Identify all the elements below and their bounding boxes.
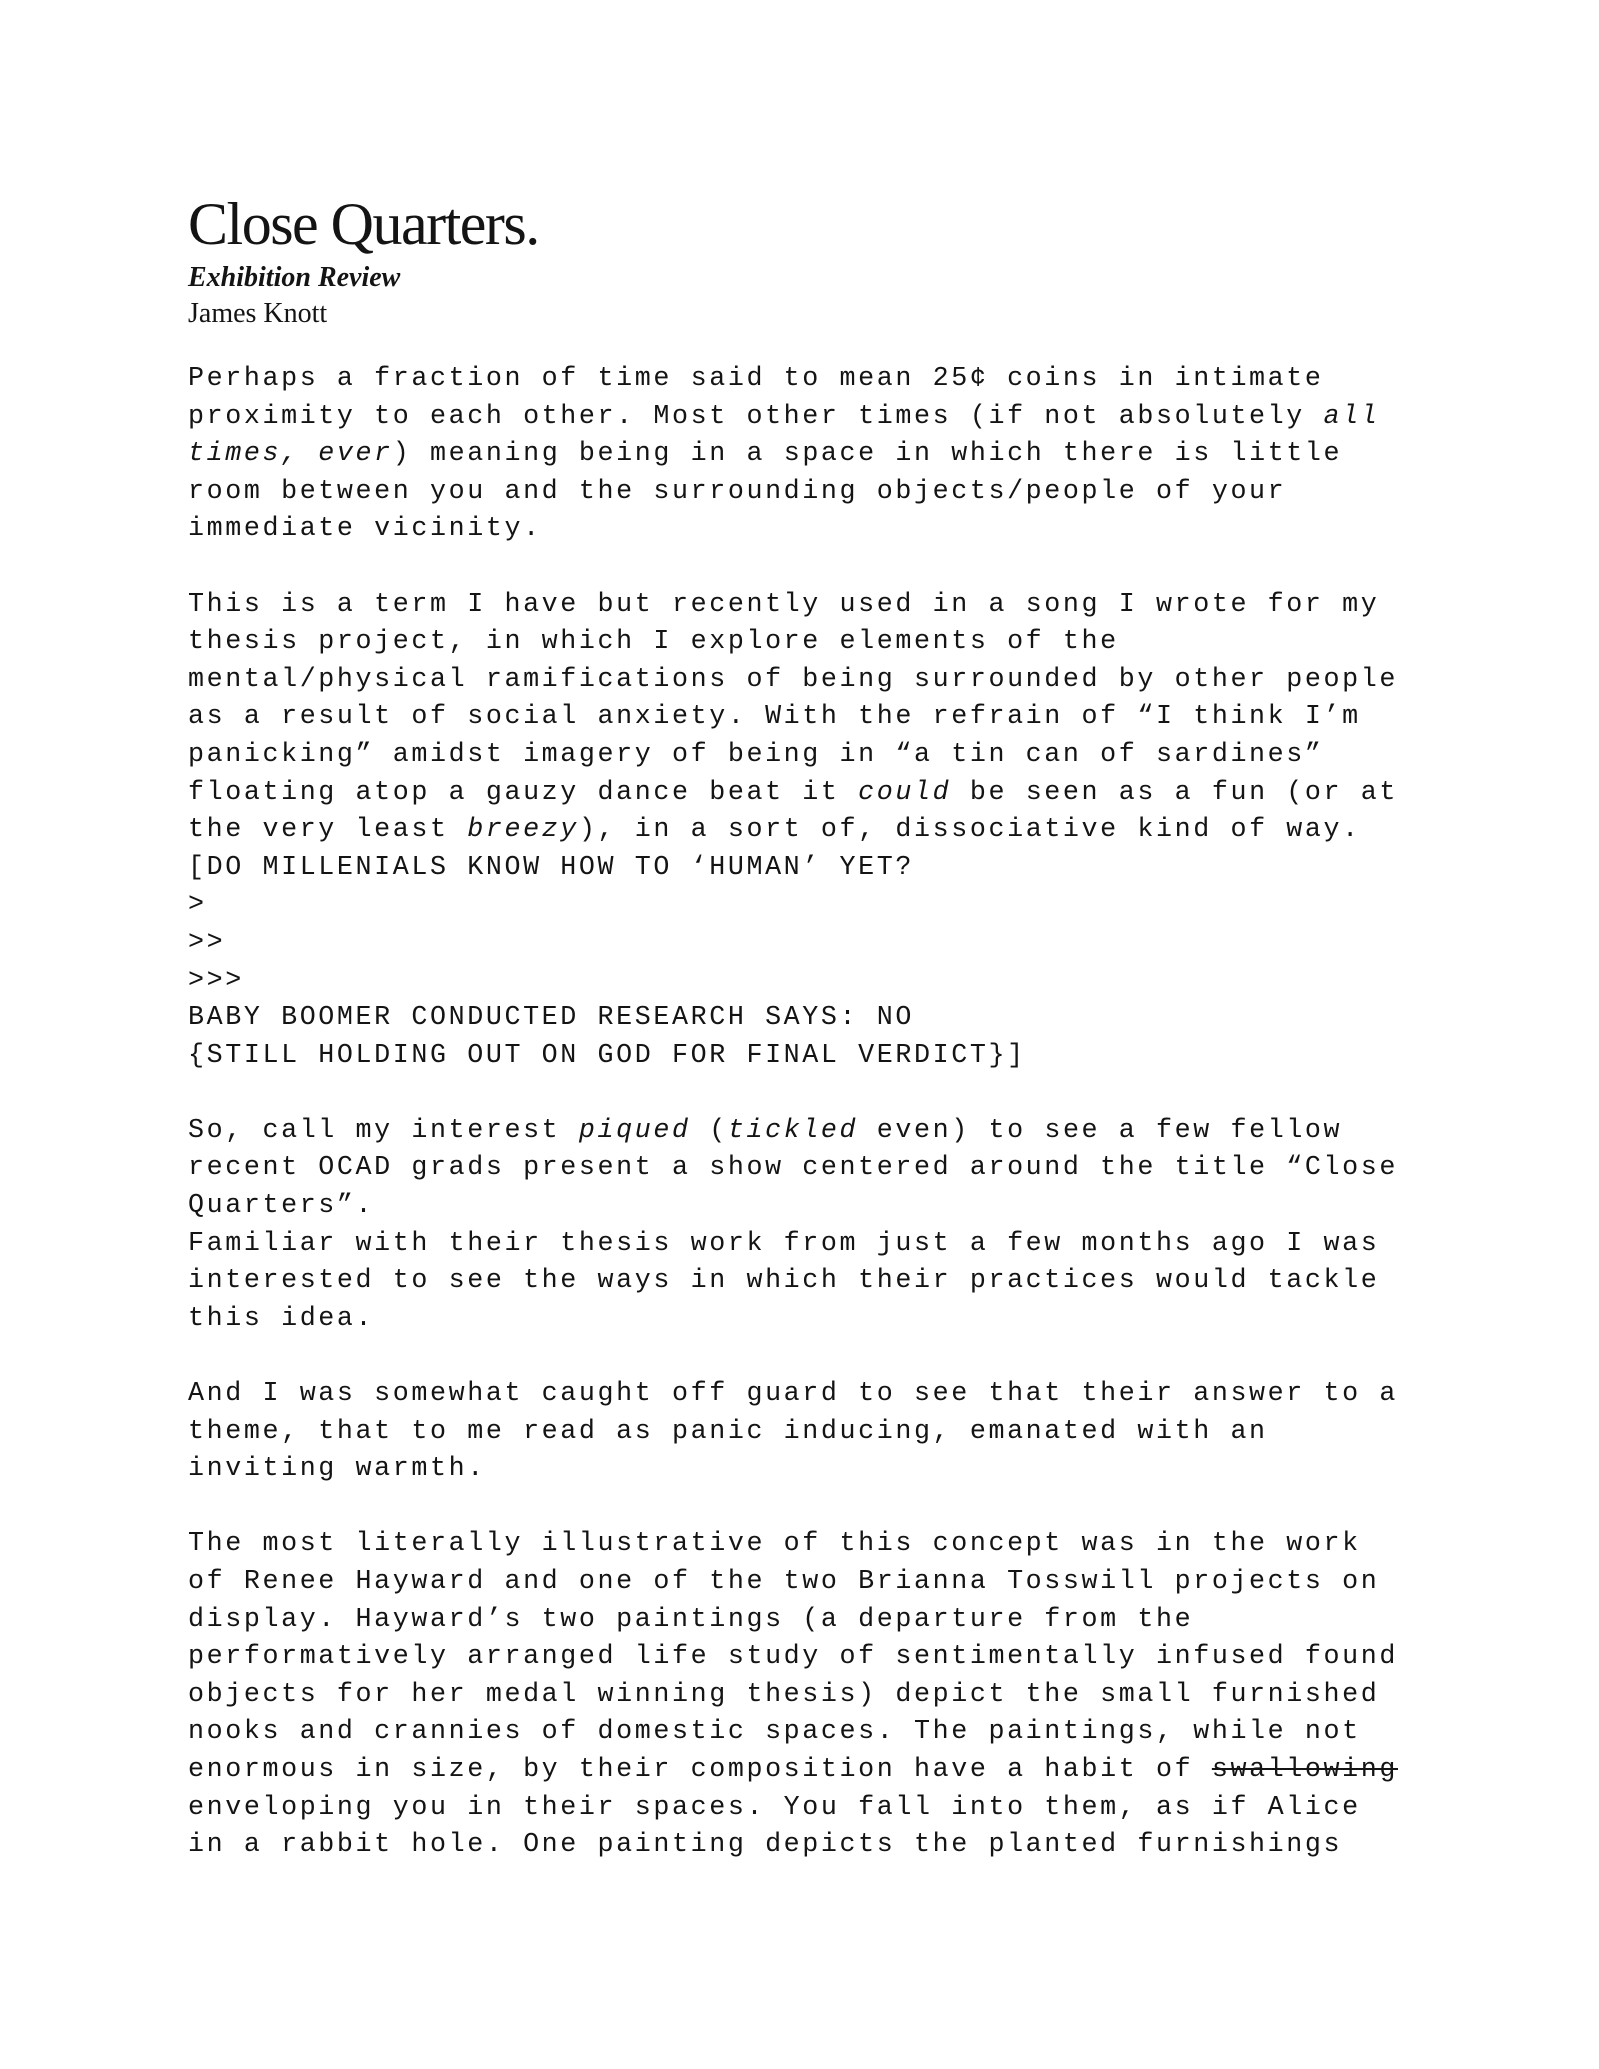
text-line [188, 624, 1398, 662]
text-line [188, 1113, 1398, 1151]
article-title: Close Quarters. [188, 191, 539, 257]
body-paragraph [188, 1113, 1398, 1339]
text-run: panicking” amidst imagery of being in “a tin can of sardines” [188, 739, 1324, 770]
text-line [188, 511, 1398, 549]
emphasis-text: piqued [578, 1115, 691, 1146]
review-page [188, 188, 1428, 1861]
text-run: The most literally illustrative of this concept was in the work [188, 1529, 1361, 1560]
text-run: in a rabbit hole. One painting depicts the planted furnishings [188, 1830, 1343, 1861]
text-run: Familiar with their thesis work from just a few months ago I was [188, 1228, 1380, 1259]
body-paragraph [188, 1526, 1398, 1864]
text-line [188, 737, 1398, 775]
text-run: > [188, 890, 207, 921]
text-line [188, 1827, 1398, 1865]
text-run: And I was somewhat caught off guard to see that their answer to a [188, 1379, 1398, 1410]
text-run: nooks and crannies of domestic spaces. The paintings, while not [188, 1717, 1361, 1748]
text-line [188, 699, 1398, 737]
text-run: floating atop a gauzy dance beat it [188, 777, 859, 808]
text-line [188, 850, 1398, 888]
emphasis-text: all [1323, 401, 1380, 432]
text-line [188, 887, 1398, 925]
text-run: ( [690, 1115, 728, 1146]
text-run: enveloping you in their spaces. You fall into them, as if Alice [188, 1792, 1361, 1823]
text-line [188, 1188, 1398, 1226]
text-line [188, 1564, 1398, 1602]
text-run: recent OCAD grads present a show centered around the title “Close [188, 1153, 1398, 1184]
text-line [188, 812, 1398, 850]
text-run: the very least [188, 815, 468, 846]
article-author: James Knott [188, 298, 328, 329]
text-line [188, 1376, 1398, 1414]
text-run: of Renee Hayward and one of the two Brianna Tosswill projects on [188, 1567, 1380, 1597]
text-line [188, 1526, 1398, 1564]
text-run: {STILL HOLDING OUT ON GOD FOR FINAL VERDICT}] [188, 1040, 1026, 1071]
text-run: [DO MILLENIALS KNOW HOW TO ‘HUMAN’ YET? [188, 852, 914, 883]
text-line [188, 1150, 1398, 1188]
emphasis-text: could [858, 777, 952, 808]
text-line [188, 662, 1398, 700]
emphasis-text: times, ever [188, 439, 393, 470]
text-line [188, 361, 1398, 399]
text-run: So, call my interest [188, 1115, 579, 1146]
text-run: >>> [188, 965, 244, 996]
text-line [188, 963, 1398, 1001]
text-line [188, 587, 1398, 625]
text-run: Quarters”. [188, 1191, 375, 1222]
body-paragraph [188, 587, 1398, 1076]
text-run: ) meaning being in a space in which there is little [392, 439, 1343, 470]
text-run: Perhaps a fraction of time said to mean 25¢ coins in intimate [188, 364, 1324, 394]
text-run: theme, that to me read as panic inducing, emanated with an [188, 1416, 1268, 1447]
text-line [188, 1301, 1398, 1339]
emphasis-text: tickled [727, 1115, 859, 1146]
body-paragraph [188, 361, 1398, 549]
text-line [188, 1038, 1398, 1076]
text-run: as a result of social anxiety. With the refrain of “I think I’m [188, 702, 1361, 733]
body-paragraph [188, 1376, 1398, 1489]
text-run: This is a term I have but recently used in a song I wrote for my [188, 589, 1380, 620]
text-line [188, 1414, 1398, 1452]
text-run: this idea. [188, 1303, 375, 1334]
text-line [188, 1752, 1398, 1790]
text-run: proximity to each other. Most other times (if not absolutely [188, 401, 1324, 432]
text-line [188, 1639, 1398, 1677]
text-run: mental/physical ramifications of being surrounded by other people [188, 664, 1398, 695]
text-run: enormous in size, by their composition have a habit of [188, 1754, 1212, 1785]
text-line [188, 1714, 1398, 1752]
text-line [188, 474, 1398, 512]
text-run: inviting warmth. [188, 1454, 486, 1485]
text-run: >> [188, 927, 226, 958]
text-line [188, 1263, 1398, 1301]
text-run: performatively arranged life study of sentimentally infused found [188, 1642, 1398, 1673]
text-run: BABY BOOMER CONDUCTED RESEARCH SAYS: NO [188, 1003, 914, 1034]
text-run: display. Hayward’s two paintings (a departure from the [188, 1604, 1194, 1635]
text-line [188, 1677, 1398, 1715]
article-subtitle: Exhibition Review [188, 262, 401, 293]
text-run: even) to see a few fellow [858, 1115, 1343, 1146]
text-run: room between you and the surrounding objects/people of your [188, 476, 1287, 507]
text-run: thesis project, in which I explore elements of the [188, 627, 1119, 658]
text-line [188, 925, 1398, 963]
text-run: immediate vicinity. [188, 514, 542, 545]
text-run: ), in a sort of, dissociative kind of way. [578, 815, 1361, 846]
text-line [188, 1000, 1398, 1038]
text-line [188, 436, 1398, 474]
article-body [188, 361, 1398, 1902]
text-line [188, 1226, 1398, 1264]
emphasis-text: breezy [467, 815, 579, 846]
text-run: objects for her medal winning thesis) depict the small furnished [188, 1679, 1380, 1710]
text-line [188, 399, 1398, 437]
text-run: be seen as a fun (or at [951, 777, 1398, 808]
text-line [188, 1451, 1398, 1489]
text-line [188, 775, 1398, 813]
struck-text: swallowing [1211, 1754, 1398, 1785]
text-run: interested to see the ways in which their practices would tackle [188, 1266, 1380, 1297]
text-line [188, 1790, 1398, 1828]
text-line [188, 1602, 1398, 1640]
